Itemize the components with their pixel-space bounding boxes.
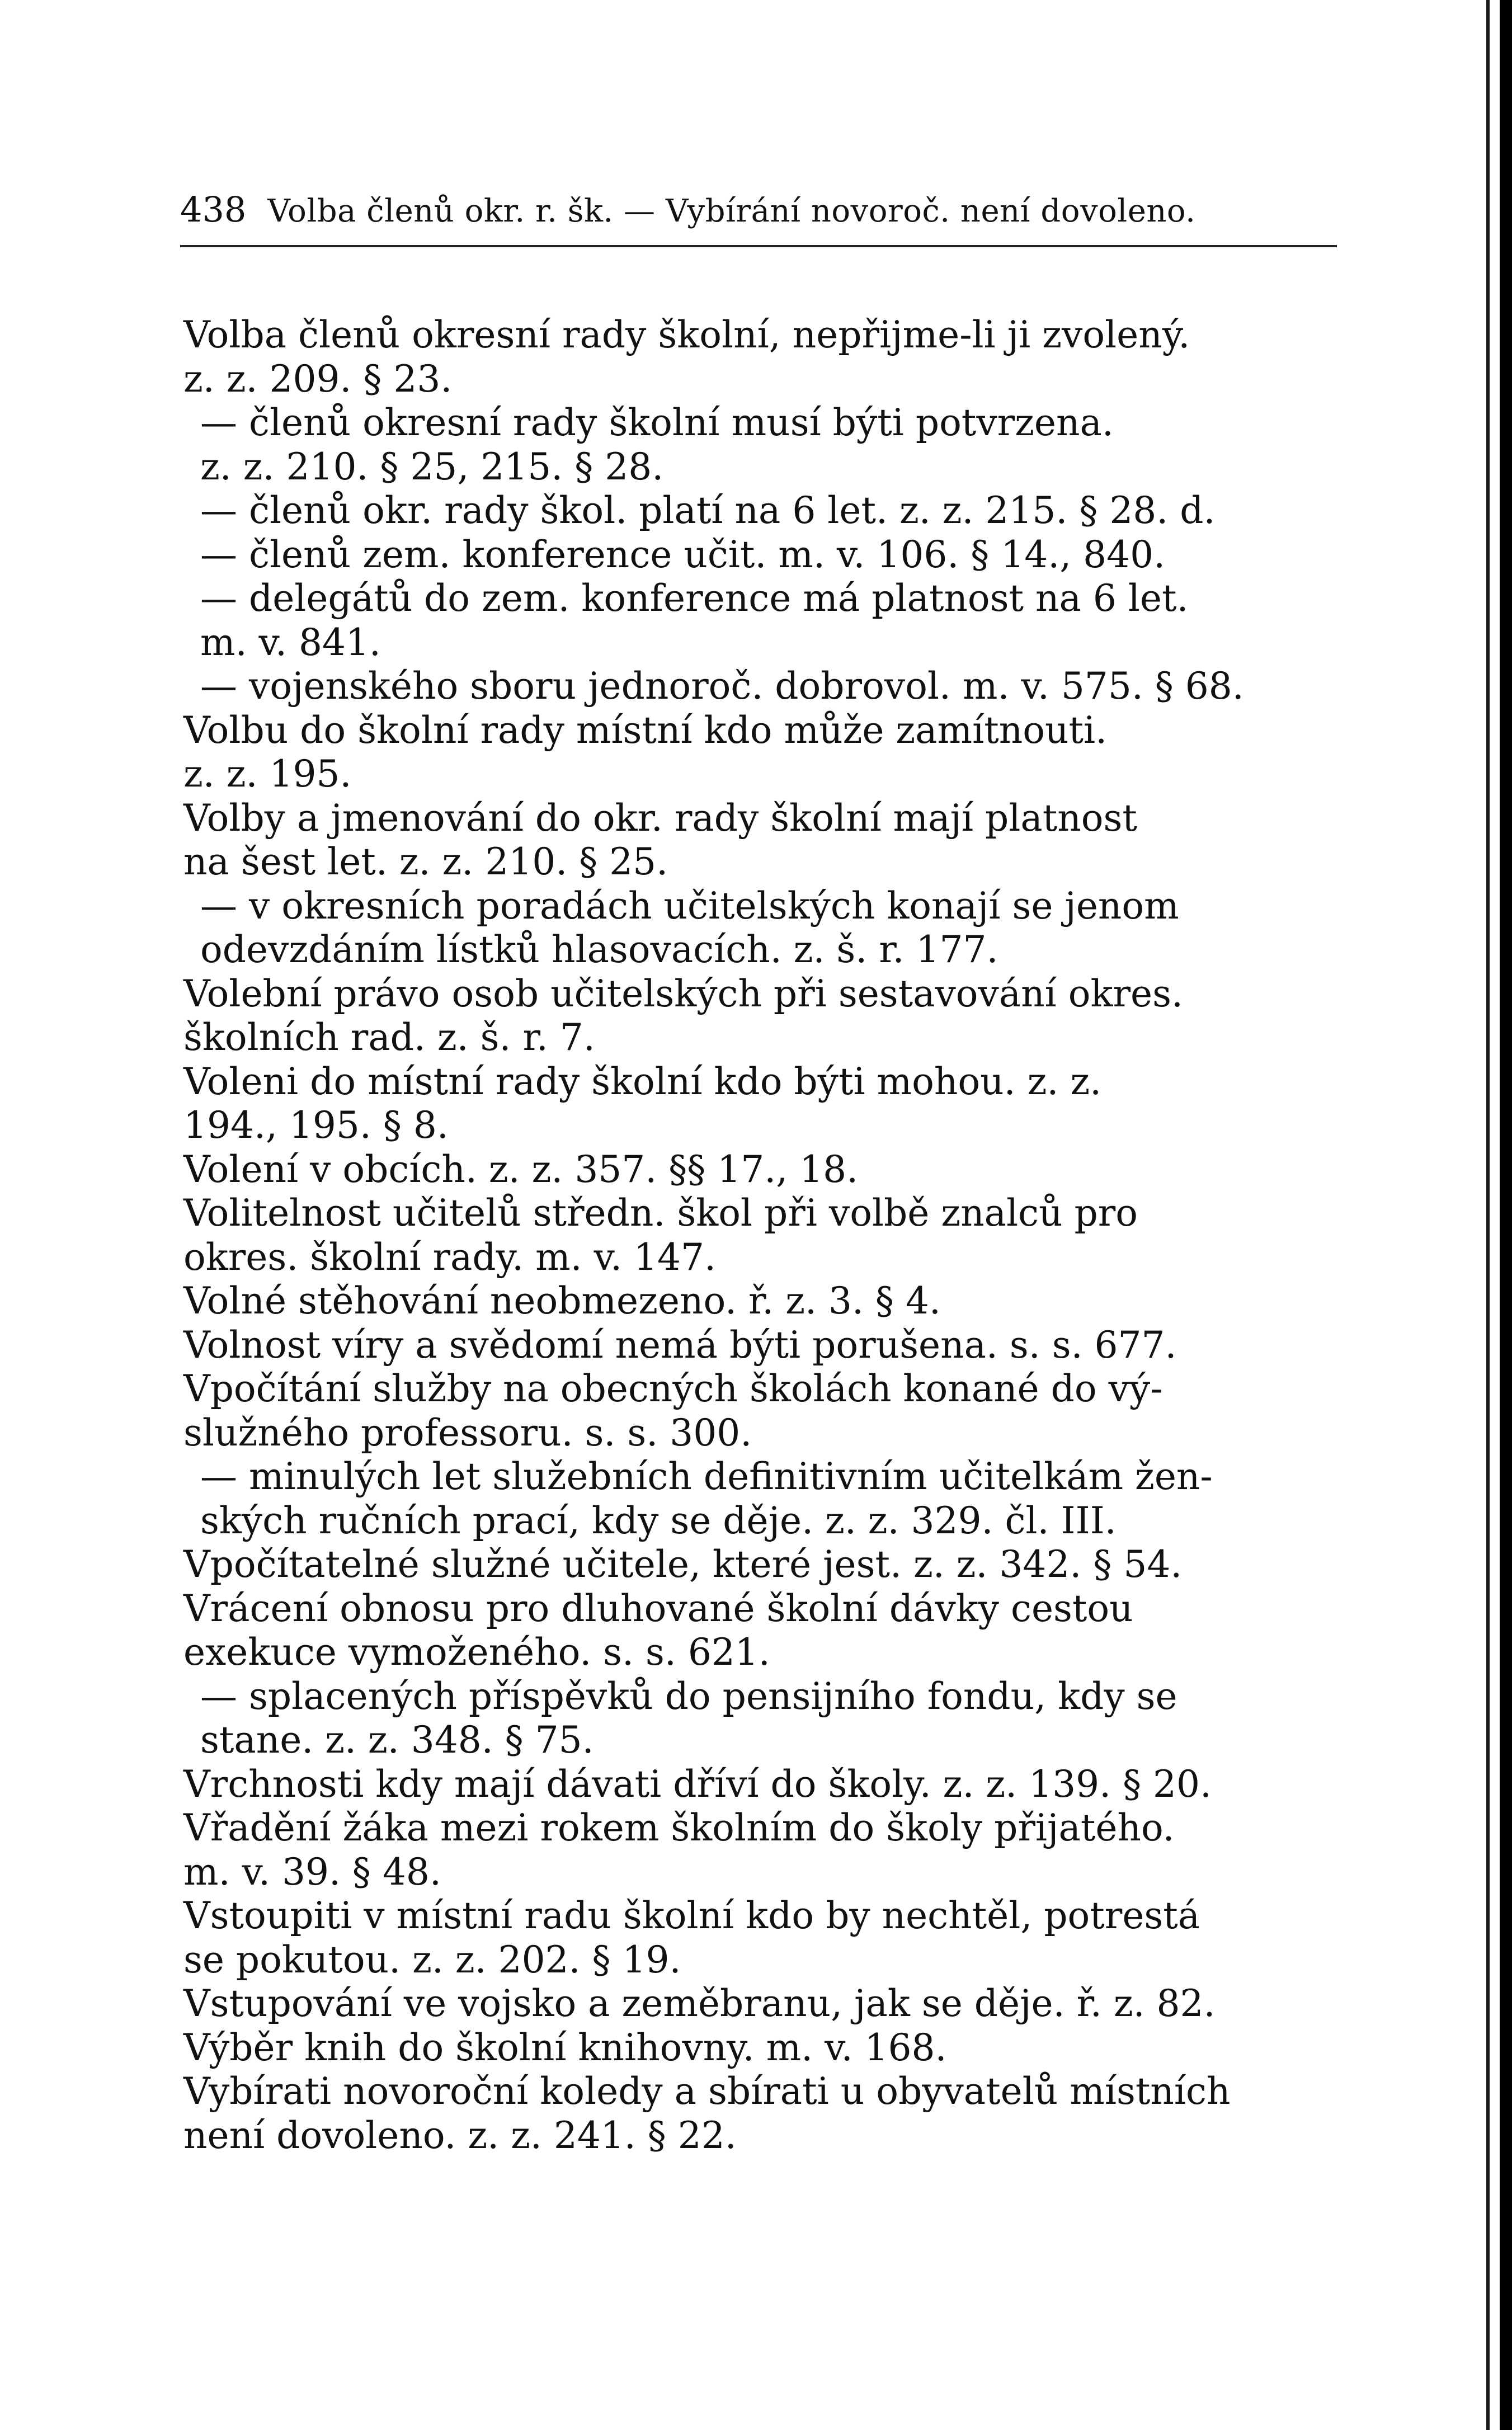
entry-line: — splacených příspěvků do pensijního fondu, kdy se [200, 1674, 1177, 1718]
entry-continuation-line: z. z. 210. § 25, 215. § 28. [200, 445, 664, 488]
index-entry [183, 665, 1347, 709]
entry-continuation-line: exekuce vymoženého. s. s. 621. [183, 1631, 770, 1674]
index-entry [183, 1192, 1347, 1279]
index-entry [183, 1279, 1347, 1324]
entry-line: Vybírati novoroční koledy a sbírati u obyvatelů místních [183, 2070, 1231, 2113]
entry-line: Volby a jmenování do okr. rady školní mají platnost [183, 796, 1137, 840]
index-entry [183, 1148, 1347, 1192]
index-entry [183, 1763, 1347, 1807]
index-entry [183, 2070, 1347, 2158]
entry-line: Volnost víry a svědomí nemá býti porušena. s. s. 677. [183, 1323, 1177, 1367]
index-entry [183, 2026, 1347, 2070]
index-entry [183, 972, 1347, 1060]
entry-line: Voleni do místní rady školní kdo býti mohou. z. z. [183, 1059, 1102, 1103]
entry-line: Vpočítání služby na obecných školách konané do vý- [183, 1367, 1163, 1410]
running-header [180, 190, 1344, 241]
entry-continuation-line: 194., 195. § 8. [183, 1104, 449, 1147]
entry-line: Vpočítatelné služné učitele, které jest. z. z. 342. § 54. [183, 1543, 1183, 1586]
index-entry [183, 1060, 1347, 1148]
entry-continuation-line: není dovoleno. z. z. 241. § 22. [183, 2113, 737, 2157]
index-entry [183, 313, 1347, 401]
page-number: 438 [180, 189, 247, 230]
index-entry [183, 1455, 1347, 1543]
entry-continuation-line: m. v. 841. [200, 620, 381, 664]
entry-continuation-line: m. v. 39. § 48. [183, 1850, 441, 1894]
entry-line: Vstoupiti v místní radu školní kdo by nechtěl, potrestá [183, 1894, 1200, 1937]
entry-continuation-line: služného professoru. s. s. 300. [183, 1411, 752, 1454]
entry-continuation-line: okres. školní rady. m. v. 147. [183, 1235, 717, 1279]
entry-line: Vřadění žáka mezi rokem školním do školy přijatého. [183, 1806, 1175, 1849]
index-entry [183, 577, 1347, 665]
entry-continuation-line: se pokutou. z. z. 202. § 19. [183, 1938, 681, 1981]
entry-continuation-line: školních rad. z. š. r. 7. [183, 1016, 595, 1059]
index-entries [183, 313, 1347, 2158]
entry-line: Volební právo osob učitelských při sestavování okres. [183, 972, 1183, 1015]
index-entry [183, 709, 1347, 797]
index-entry [183, 1982, 1347, 2026]
running-title: Volba členů okr. r. šk. — Vybírání novoroč. není dovoleno. [267, 193, 1196, 229]
entry-line: — členů zem. konference učit. m. v. 106. § 14., 840. [200, 533, 1166, 576]
entry-line: — delegátů do zem. konference má platnost na 6 let. [200, 577, 1189, 620]
entry-continuation-line: na šest let. z. z. 210. § 25. [183, 840, 668, 883]
index-entry [183, 1543, 1347, 1587]
entry-continuation-line: z. z. 209. § 23. [183, 357, 453, 401]
entry-line: Volení v obcích. z. z. 357. §§ 17., 18. [183, 1147, 859, 1191]
index-entry [183, 1675, 1347, 1763]
index-entry [183, 1894, 1347, 1982]
entry-line: Výběr knih do školní knihovny. m. v. 168. [183, 2026, 947, 2069]
index-entry [183, 1367, 1347, 1455]
index-entry [183, 401, 1347, 489]
entry-continuation-line: z. z. 195. [183, 752, 352, 795]
entry-line: Volitelnost učitelů středn. škol při volbě znalců pro [183, 1192, 1138, 1235]
index-entry [183, 884, 1347, 972]
entry-continuation-line: odevzdáním lístků hlasovacích. z. š. r. 177. [200, 928, 998, 971]
entry-line: — členů okr. rady škol. platí na 6 let. z. z. 215. § 28. d. [200, 489, 1216, 532]
index-entry [183, 797, 1347, 884]
entry-line: — členů okresní rady školní musí býti potvrzena. [200, 401, 1114, 444]
entry-line: Volné stěhování neobmezeno. ř. z. 3. § 4. [183, 1279, 941, 1322]
entry-line: — v okresních poradách učitelských konají se jenom [200, 884, 1179, 927]
entry-line: — minulých let služebních definitivním učitelkám žen- [200, 1455, 1213, 1498]
scan-edge [1500, 0, 1512, 2430]
index-entry [183, 533, 1347, 577]
entry-line: Vstupování ve vojsko a zeměbranu, jak se děje. ř. z. 82. [183, 1982, 1216, 2025]
scan-shadow-line [1486, 0, 1490, 2430]
entry-continuation-line: ských ručních prací, kdy se děje. z. z. 329. čl. III. [200, 1499, 1117, 1542]
entry-line: — vojenského sboru jednoroč. dobrovol. m. v. 575. § 68. [200, 665, 1244, 708]
index-entry [183, 489, 1347, 533]
entry-line: Vrácení obnosu pro dluhované školní dávky cestou [183, 1586, 1133, 1630]
header-rule [180, 245, 1337, 247]
entry-line: Volbu do školní rady místní kdo může zamítnouti. [183, 708, 1108, 752]
entry-line: Volba členů okresní rady školní, nepřijme-li ji zvolený. [183, 313, 1190, 356]
index-entry [183, 1587, 1347, 1675]
entry-line: Vrchnosti kdy mají dávati dříví do školy. z. z. 139. § 20. [183, 1762, 1212, 1806]
entry-continuation-line: stane. z. z. 348. § 75. [200, 1718, 594, 1762]
index-entry [183, 1324, 1347, 1368]
index-entry [183, 1806, 1347, 1894]
